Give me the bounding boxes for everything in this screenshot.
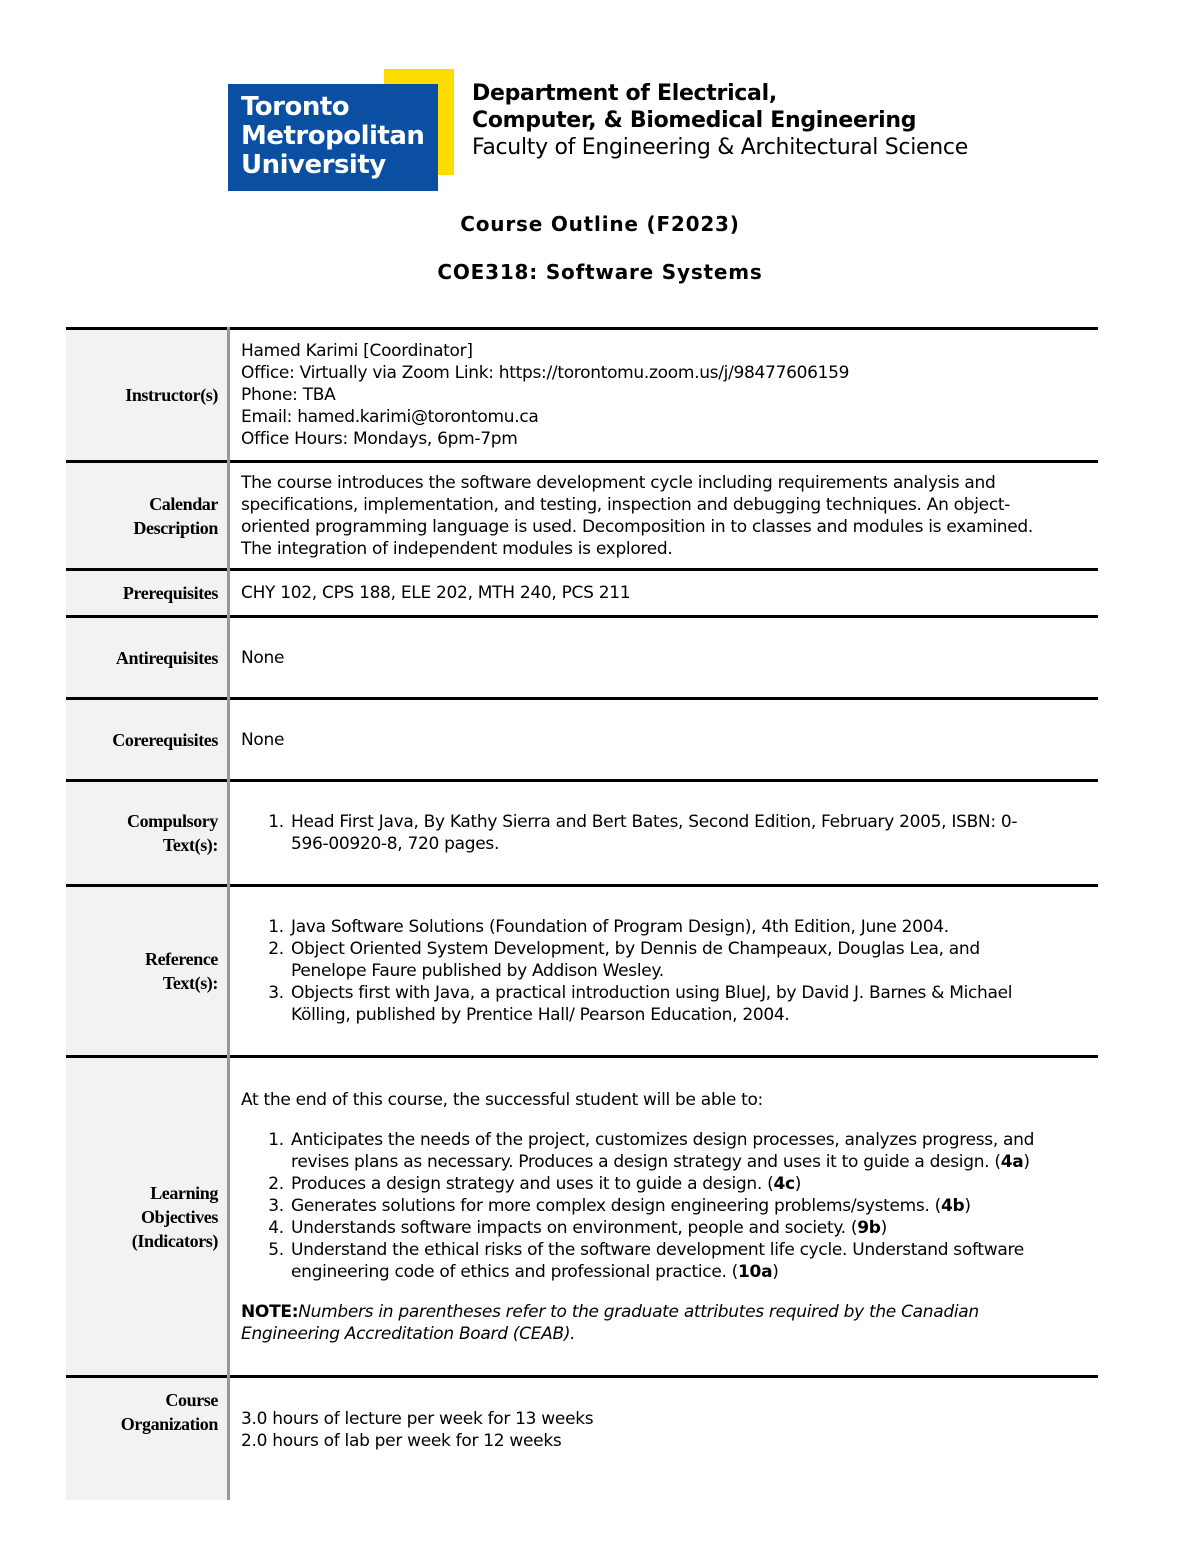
note-text-2-wrap: [241, 1323, 1084, 1345]
calendar-description-value: [229, 462, 1099, 570]
logo-line-3: University: [241, 150, 386, 180]
instructor-office: Office: Virtually via Zoom Link: https://torontomu.zoom.us/j/98477606159: [241, 363, 850, 383]
document-title: Course Outline (F2023): [460, 212, 740, 236]
indicator-code: 4c: [773, 1173, 795, 1194]
organization-lab-hours: 2.0 hours of lab per week for 12 weeks: [241, 1431, 562, 1451]
logo-line-2: Metropolitan: [241, 121, 425, 151]
learning-objectives-label: [66, 1057, 229, 1377]
compulsory-label-line-2: Text(s):: [162, 835, 218, 855]
list-item: [289, 982, 1084, 1026]
calendar-line: specifications, implementation, and testing, inspection and debugging techniques. An object-: [241, 494, 1011, 515]
indicator-code: 4b: [941, 1195, 965, 1216]
list-item: [289, 1173, 1084, 1195]
list-item-close: ): [794, 1173, 802, 1194]
calendar-label-line-2: Description: [133, 517, 218, 538]
list-item-line: [291, 1173, 1084, 1195]
indicator-code: 4a: [1000, 1151, 1024, 1172]
list-item: [289, 916, 1084, 938]
organization-label-line-2: Organization: [120, 1414, 218, 1434]
university-logo: [228, 69, 454, 191]
reference-label-line-1: Reference: [144, 949, 218, 969]
calendar-line: The integration of independent modules is explored.: [241, 538, 673, 559]
list-item-line: 1. Head First Java, By Kathy Sierra and Bert Bates, Second Edition, February 2005, ISBN: 0-: [291, 812, 1018, 832]
note-label: NOTE:: [241, 1301, 299, 1322]
department-line-1: Department of Electrical,: [472, 81, 777, 106]
ceab-note: [241, 1301, 1084, 1345]
list-item-close: ): [772, 1261, 779, 1282]
list-item-close: ): [880, 1217, 887, 1238]
row-calendar-description: [66, 462, 1098, 570]
learning-label-line-1: Learning: [150, 1182, 218, 1203]
compulsory-label-line-1: Compulsory: [126, 811, 218, 831]
calendar-description-label: [66, 462, 229, 570]
organization-lecture-hours: 3.0 hours of lecture per week for 13 weeks: [241, 1409, 594, 1429]
indicator-code: 9b: [857, 1217, 881, 1238]
compulsory-texts-value: [229, 781, 1099, 886]
antirequisites-value: None: [229, 617, 1099, 699]
reference-texts-label: [66, 886, 229, 1057]
list-item-line: [291, 1261, 1084, 1283]
list-item-close: ): [964, 1195, 971, 1216]
instructor-label: Instructor(s): [66, 329, 229, 462]
antirequisites-label: Antirequisites: [66, 617, 229, 699]
organization-label-line-1: Course: [165, 1390, 218, 1410]
logo-blue-block: [228, 84, 438, 191]
learning-label-line-3: (Indicators): [131, 1230, 218, 1251]
reference-label-line-2: Text(s):: [162, 973, 218, 993]
row-course-organization: [66, 1377, 1098, 1500]
learning-objectives-value: [229, 1057, 1099, 1377]
list-item-close: ): [1023, 1151, 1030, 1172]
reference-texts-value: [229, 886, 1099, 1057]
list-item: [289, 811, 1084, 855]
calendar-line: The course introduces the software development cycle including requirements analysis and: [241, 472, 996, 493]
row-prerequisites: [66, 570, 1098, 617]
calendar-line: oriented programming language is used. Decomposition in to classes and modules is examined.: [241, 516, 1033, 537]
list-item-text: Understands software impacts on environment, people and society. (: [291, 1217, 858, 1238]
list-item-line: [291, 1151, 1084, 1173]
course-organization-label: [66, 1377, 229, 1500]
logo-line-1: Toronto: [241, 92, 350, 122]
list-item-text: engineering code of ethics and professional practice. (: [291, 1261, 739, 1282]
list-item-text: Produces a design strategy and uses it to guide a design. (: [291, 1173, 774, 1194]
row-reference-texts: [66, 886, 1098, 1057]
prerequisites-value: CHY 102, CPS 188, ELE 202, MTH 240, PCS 211: [229, 570, 1099, 617]
list-item-line: Penelope Faure published by Addison Wesley.: [291, 961, 664, 981]
list-item-line: [291, 1195, 1084, 1217]
list-item-line: 2. Object Oriented System Development, by Dennis de Champeaux, Douglas Lea, and: [291, 939, 980, 959]
row-compulsory-texts: [66, 781, 1098, 886]
list-item-line: [291, 1217, 1084, 1239]
list-item: [289, 1129, 1084, 1173]
list-item: [289, 1239, 1084, 1283]
instructor-office-hours: Office Hours: Mondays, 6pm-7pm: [241, 429, 518, 449]
row-learning-objectives: [66, 1057, 1098, 1377]
note-text-2: Engineering Accreditation Board (CEAB).: [241, 1323, 576, 1344]
prerequisites-label: Prerequisites: [66, 570, 229, 617]
list-item: [289, 938, 1084, 982]
list-item-line: 596-00920-8, 720 pages.: [291, 834, 500, 854]
learning-label-line-2: Objectives: [141, 1206, 218, 1227]
learning-lead: At the end of this course, the successful student will be able to:: [241, 1089, 763, 1110]
course-title: COE318: Software Systems: [437, 260, 763, 284]
compulsory-texts-list: [241, 811, 1084, 855]
list-item-line: 1. Java Software Solutions (Foundation of Program Design), 4th Edition, June 2004.: [291, 917, 949, 937]
corerequisites-value: None: [229, 699, 1099, 781]
list-item: [289, 1217, 1084, 1239]
list-item-line: Kölling, published by Prentice Hall/ Pearson Education, 2004.: [291, 1005, 790, 1025]
reference-texts-list: [241, 916, 1084, 1026]
instructor-email: Email: hamed.karimi@torontomu.ca: [241, 407, 539, 427]
list-item-line: 3. Objects first with Java, a practical introduction using BlueJ, by David J. Barnes & Michael: [291, 983, 1013, 1003]
indicator-code: 10a: [738, 1261, 773, 1282]
course-outline-table: [66, 327, 1098, 1500]
instructor-phone: Phone: TBA: [241, 385, 336, 405]
instructor-value: [229, 329, 1099, 462]
course-organization-value: [229, 1377, 1099, 1500]
department-heading: [472, 80, 968, 161]
compulsory-texts-label: [66, 781, 229, 886]
note-text-1: Numbers in parentheses refer to the graduate attributes required by the Canadian: [298, 1301, 979, 1322]
row-corerequisites: [66, 699, 1098, 781]
corerequisites-label: Corerequisites: [66, 699, 229, 781]
faculty-line: Faculty of Engineering & Architectural Science: [472, 135, 968, 160]
list-item-text: Generates solutions for more complex design engineering problems/systems. (: [291, 1195, 942, 1216]
calendar-label-line-1: Calendar: [149, 493, 218, 514]
row-instructor: [66, 329, 1098, 462]
learning-objectives-list: [241, 1129, 1084, 1283]
list-item-line: 1. Anticipates the needs of the project, customizes design processes, analyzes progress, and: [291, 1129, 1035, 1150]
instructor-name: Hamed Karimi [Coordinator]: [241, 341, 473, 361]
list-item: [289, 1195, 1084, 1217]
row-antirequisites: [66, 617, 1098, 699]
department-line-2: Computer, & Biomedical Engineering: [472, 108, 917, 133]
list-item-text: revises plans as necessary. Produces a design strategy and uses it to guide a design. (: [291, 1151, 1001, 1172]
list-item-line: 5. Understand the ethical risks of the software development life cycle. Understand software: [291, 1239, 1024, 1260]
